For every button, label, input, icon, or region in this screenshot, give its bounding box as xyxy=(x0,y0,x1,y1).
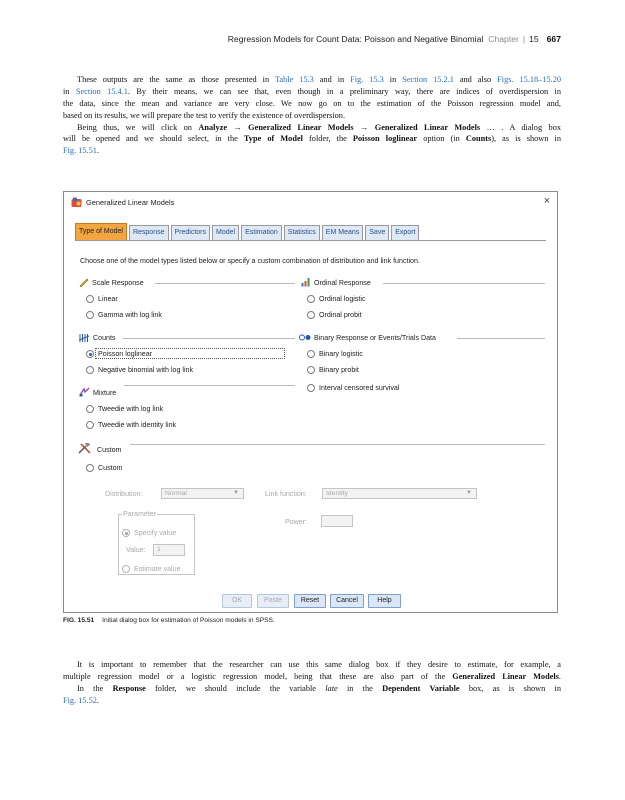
label-linear: Linear xyxy=(98,295,118,303)
parameter-legend: Parameter xyxy=(123,510,157,518)
power-input[interactable] xyxy=(321,515,353,527)
header-separator: | xyxy=(522,34,526,44)
cancel-button[interactable]: Cancel xyxy=(330,594,364,608)
page-number: 667 xyxy=(546,34,561,44)
paragraph-line xyxy=(63,98,561,110)
cross-reference-link: Fig. 15.52 xyxy=(63,695,97,705)
text-run: ), as is shown in xyxy=(491,134,561,144)
paragraph-line xyxy=(63,74,561,86)
radio-ordinal-probit[interactable] xyxy=(307,311,315,319)
bold-term: Poisson loglinear xyxy=(352,134,418,144)
distribution-label: Distribution: xyxy=(105,490,143,498)
value-label: Value: xyxy=(126,546,146,554)
label-poisson-loglinear: Poisson loglinear xyxy=(98,350,153,358)
link-function-label: Link function: xyxy=(265,490,307,498)
ordinal-response-heading: Ordinal Response xyxy=(314,279,371,287)
bold-term: Generalized Linear Models xyxy=(452,671,559,681)
radio-negative-binomial[interactable] xyxy=(86,366,94,374)
paragraph-line xyxy=(63,671,561,683)
spss-app-icon xyxy=(71,197,82,208)
radio-estimate-value[interactable] xyxy=(122,565,130,573)
figure-label: FIG. 15.51 xyxy=(63,617,95,624)
text-run: based on its results, we will prepare the test to verify the existence of overdispersion. xyxy=(63,110,346,120)
distribution-value: Normal xyxy=(165,490,187,497)
group-divider xyxy=(124,385,295,386)
mixture-icon xyxy=(79,387,90,397)
help-button[interactable]: Help xyxy=(368,594,401,608)
tab-statistics[interactable]: Statistics xyxy=(284,225,320,240)
tab-estimation[interactable]: Estimation xyxy=(241,225,282,240)
counts-icon xyxy=(79,333,91,343)
text-run: will be opened and we should select, in the xyxy=(63,134,244,144)
paragraph-1 xyxy=(63,74,561,122)
paragraph-3 xyxy=(63,659,561,707)
reset-button[interactable]: Reset xyxy=(294,594,326,608)
text-run: option (in xyxy=(417,134,466,144)
text-run: . By their means, we can see that, even though in a preliminary way, there are indices of overdispersion in xyxy=(127,86,561,96)
text-run: and also xyxy=(453,75,498,84)
power-label: Power: xyxy=(285,518,308,526)
label-interval-censored: Interval censored survival xyxy=(319,384,400,392)
group-divider xyxy=(155,283,295,284)
tab-type-of-model[interactable]: Type of Model xyxy=(75,223,127,240)
running-header xyxy=(0,34,561,44)
radio-linear[interactable] xyxy=(86,295,94,303)
group-divider xyxy=(130,444,545,445)
text-run: These outputs are the same as those presented in xyxy=(77,75,275,84)
ruler-icon xyxy=(79,278,89,288)
tab-export[interactable]: Export xyxy=(391,225,419,240)
text-run: … . A dialog box xyxy=(480,122,561,132)
dialog-titlebar xyxy=(64,192,557,213)
label-ordinal-probit: Ordinal probit xyxy=(319,311,362,319)
text-run: In the xyxy=(77,683,113,693)
text-run: in the xyxy=(337,683,383,693)
text-run: box, as is shown in xyxy=(459,683,561,693)
text-run: . xyxy=(96,695,99,705)
link-function-select[interactable] xyxy=(322,488,477,499)
label-specify-value: Specify value xyxy=(134,529,177,537)
radio-interval-censored[interactable] xyxy=(307,384,315,392)
tab-model[interactable]: Model xyxy=(212,225,239,240)
label-binary-probit: Binary probit xyxy=(319,366,359,374)
paragraph-line xyxy=(63,145,561,157)
ok-button[interactable]: OK xyxy=(222,594,252,608)
label-custom: Custom xyxy=(98,464,123,472)
radio-ordinal-logistic[interactable] xyxy=(307,295,315,303)
chevron-down-icon: ▼ xyxy=(233,490,239,496)
text-run: the data, since the mean and variance are very close. We now go on to the estimation of the Poisson regression model and, xyxy=(63,98,561,108)
paragraph-line xyxy=(63,695,561,707)
custom-heading: Custom xyxy=(97,446,122,454)
bold-term: Type of Model xyxy=(243,134,303,144)
instruction-text: Choose one of the model types listed below or specify a custom combination of distribution and link function. xyxy=(80,257,420,265)
label-ordinal-logistic: Ordinal logistic xyxy=(319,295,366,303)
chapter-label: Chapter xyxy=(488,34,519,44)
group-divider xyxy=(383,283,545,284)
radio-custom[interactable] xyxy=(86,464,94,472)
paragraph-line xyxy=(63,110,561,122)
bar-chart-icon xyxy=(301,277,311,287)
text-run: and in xyxy=(313,75,351,84)
paragraph-line xyxy=(63,659,561,671)
italic-term: late xyxy=(325,683,338,693)
label-tweedie-identity: Tweedie with identity link xyxy=(98,421,177,429)
cross-reference-link: Fig. 15.51 xyxy=(63,146,97,156)
radio-binary-logistic[interactable] xyxy=(307,350,315,358)
tab-predictors[interactable]: Predictors xyxy=(171,225,211,240)
tab-em-means[interactable]: EM Means xyxy=(322,225,363,240)
text-run: . xyxy=(96,146,99,156)
text-run: It is important to remember that the researcher can use this same dialog box if they desire to estimate, for example, a xyxy=(77,660,561,669)
text-run: multiple regression model or a logistic regression model, being that these are also part of the xyxy=(63,671,453,681)
radio-gamma-log[interactable] xyxy=(86,311,94,319)
dialog-tabs xyxy=(75,225,421,240)
label-tweedie-log: Tweedie with log link xyxy=(98,405,164,413)
text-run: folder, the xyxy=(302,134,353,144)
text-run: folder, we should include the variable xyxy=(145,683,326,693)
radio-poisson-loglinear[interactable] xyxy=(86,350,94,358)
paste-button[interactable]: Paste xyxy=(257,594,289,608)
radio-specify-value[interactable] xyxy=(122,529,130,537)
figure-caption-text: Initial dialog box for estimation of Poisson models in SPSS. xyxy=(102,617,275,624)
scale-response-heading: Scale Response xyxy=(92,279,144,287)
cross-reference-link: Fig. 15.3 xyxy=(350,75,384,84)
tab-response[interactable]: Response xyxy=(129,225,169,240)
chevron-down-icon: ▼ xyxy=(466,490,472,496)
radio-tweedie-identity[interactable] xyxy=(86,421,94,429)
link-function-value: Identity xyxy=(326,490,348,497)
binary-icon xyxy=(299,334,311,341)
paragraph-line xyxy=(63,86,561,98)
figure-caption xyxy=(63,617,275,624)
group-divider xyxy=(457,338,545,339)
cross-reference-link: Table 15.3 xyxy=(274,75,314,84)
close-icon[interactable]: × xyxy=(543,195,550,207)
mixture-heading: Mixture xyxy=(93,389,117,397)
tab-underline xyxy=(75,240,546,241)
text-run: . xyxy=(558,671,561,681)
group-divider xyxy=(123,338,295,339)
tab-save[interactable]: Save xyxy=(365,225,389,240)
bold-term: Analyze → Generalized Linear Models → Generalized Linear Models xyxy=(198,122,481,132)
cross-reference-link: Section 15.4.1 xyxy=(75,86,128,96)
tools-icon xyxy=(78,442,92,454)
paragraph-2 xyxy=(63,122,561,158)
bold-term: Response xyxy=(112,683,146,693)
label-binary-logistic: Binary logistic xyxy=(319,350,363,358)
text-run: in xyxy=(63,86,76,96)
text-run: in xyxy=(383,75,403,84)
radio-binary-probit[interactable] xyxy=(307,366,315,374)
binary-response-heading: Binary Response or Events/Trials Data xyxy=(314,334,436,342)
counts-heading: Counts xyxy=(93,334,116,342)
running-title: Regression Models for Count Data: Poisson and Negative Binomial xyxy=(227,34,484,44)
bold-term: Counts xyxy=(465,134,492,144)
label-negative-binomial: Negative binomial with log link xyxy=(98,366,194,374)
cross-reference-link: Section 15.2.1 xyxy=(402,75,454,84)
label-estimate-value: Estimate value xyxy=(134,565,181,573)
radio-tweedie-log[interactable] xyxy=(86,405,94,413)
chapter-number: 15 xyxy=(529,34,539,44)
glm-dialog xyxy=(63,191,558,613)
value-input[interactable]: 1 xyxy=(153,544,185,556)
text-run: Being thus, we will click on xyxy=(77,122,199,132)
paragraph-line xyxy=(63,133,561,145)
bold-term: Dependent Variable xyxy=(382,683,460,693)
cross-reference-link: Figs. 15.18–15.20 xyxy=(497,75,561,84)
paragraph-line xyxy=(63,683,561,695)
distribution-select[interactable] xyxy=(161,488,244,499)
paragraph-line xyxy=(63,122,561,134)
label-gamma-log: Gamma with log link xyxy=(98,311,162,319)
dialog-title: Generalized Linear Models xyxy=(86,198,175,207)
